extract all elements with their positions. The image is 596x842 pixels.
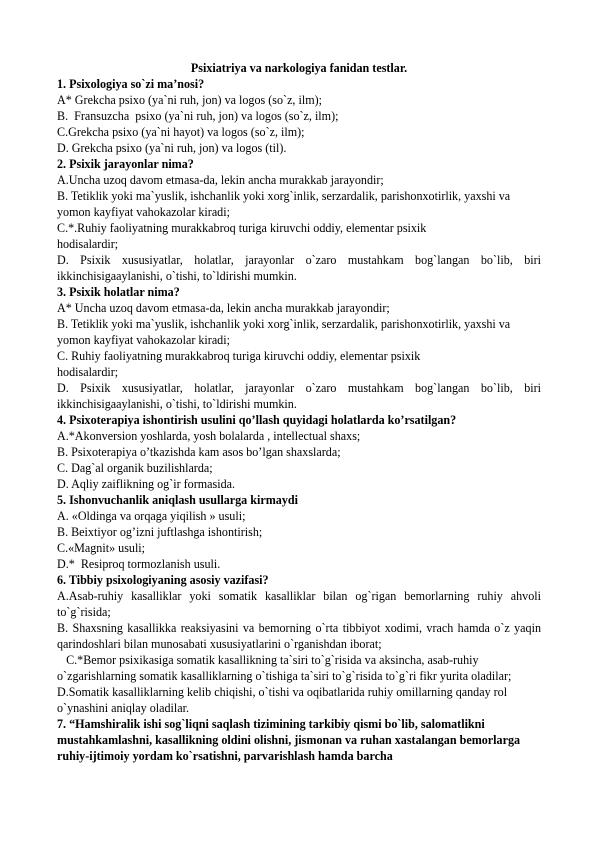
q1-option-d: D. Grekcha psixo (ya`ni ruh, jon) va logos (til). [57, 141, 287, 155]
q5-option-b: B. Beixtiyor og’izni juftlashga ishontirish; [57, 525, 263, 539]
q6-option-d: D.Somatik kasalliklarning kelib chiqishi, o`tishi va oqibatlarida ruhiy omillarning qanday rol o`ynashini aniqlay oladilar. [57, 685, 508, 715]
q2-option-d: D. Psixik xususiyatlar, holatlar, jarayonlar o`zaro mustahkam bog`langan bo`lib, biri ikkinchisigaaylanishi, o`tishi, to`ldirishi mumkin. [57, 253, 541, 283]
question-1: 1. Psixologiya so`zi ma’nosi? [57, 77, 205, 91]
q5-option-c: C.«Magnit» usuli; [57, 541, 146, 555]
q3-option-a: A* Uncha uzoq davom etmasa-da, lekin ancha murakkab jarayondir; [57, 301, 390, 315]
q1-option-a: A* Grekcha psixo (ya`ni ruh, jon) va logos (so`z, ilm); [57, 93, 322, 107]
q2-option-b: B. Tetiklik yoki ma`yuslik, ishchanlik yoki xorg`inlik, serzardalik, parishonxotirlik, yaxshi va yomon kayfiyat vahokazolar kiradi; [57, 189, 511, 219]
q2-option-c: C.*.Ruhiy faoliyatning murakkabroq turiga kiruvchi oddiy, elementar psixik hodisalardir; [57, 221, 427, 251]
q3-option-d: D. Psixik xususiyatlar, holatlar, jarayonlar o`zaro mustahkam bog`langan bo`lib, biri ikkinchisigaaylanishi, o`tishi, to`ldirishi mumkin. [57, 381, 541, 411]
q4-option-c: C. Dag`al organik buzilishlarda; [57, 461, 213, 475]
question-5: 5. Ishonvuchanlik aniqlash usullarga kirmaydi [57, 493, 298, 507]
question-6: 6. Tibbiy psixologiyaning asosiy vazifasi? [57, 573, 269, 587]
question-4: 4. Psixoterapiya ishontirish usulini qo’llash quyidagi holatlarda ko’rsatilgan? [57, 413, 457, 427]
question-7: 7. “Hamshiralik ishi sog`liqni saqlash tizimining tarkibiy qismi bo`lib, salomatlikni mustahkamlashni, kasallikning oldini olishni, jismonan va ruhan xastalangan bemorlarga ruhiy-ijtimoiy yordam ko`rsatishni, parvarishlash hamda barcha [57, 717, 521, 763]
question-3: 3. Psixik holatlar nima? [57, 285, 180, 299]
q3-option-b: B. Tetiklik yoki ma`yuslik, ishchanlik yoki xorg`inlik, serzardalik, parishonxotirlik, yaxshi va yomon kayfiyat vahokazolar kiradi; [57, 317, 511, 347]
q1-option-c: C.Grekcha psixo (ya`ni hayot) va logos (so`z, ilm); [57, 125, 305, 139]
q4-option-a: A.*Akonversion yoshlarda, yosh bolalarda , intellectual shaxs; [57, 429, 361, 443]
q2-option-a: A.Uncha uzoq davom etmasa-da, lekin ancha murakkab jarayondir; [57, 173, 384, 187]
page-title: Psixiatriya va narkologiya fanidan testlar. [190, 61, 408, 75]
q5-option-d: D.* Resiproq tormozlanish usuli. [57, 557, 221, 571]
q1-option-b: B. Fransuzcha psixo (ya`ni ruh, jon) va logos (so`z, ilm); [57, 109, 339, 123]
q6-option-a: A.Asab-ruhiy kasalliklar yoki somatik kasalliklar bilan og`rigan bemorlarning ruhiy ahvoli to`g`risida; [57, 589, 541, 619]
q5-option-a: A. «Oldinga va orqaga yiqilish » usuli; [57, 509, 246, 523]
q4-option-d: D. Aqliy zaiflikning og`ir formasida. [57, 477, 236, 491]
question-2: 2. Psixik jarayonlar nima? [57, 157, 194, 171]
document-body [57, 60, 541, 764]
q6-option-b: B. Shaxsning kasallikka reaksiyasini va bemorning o`rta tibbiyot xodimi, vrach hamda o`z yaqin qarindoshlari bilan munosabati xususiyatlarini o`rganishdan iborat; [57, 621, 541, 651]
q3-option-c: C. Ruhiy faoliyatning murakkabroq turiga kiruvchi oddiy, elementar psixik hodisalardir; [57, 349, 421, 379]
q4-option-b: B. Psixoterapiya o’tkazishda kam asos bo’lgan shaxslarda; [57, 445, 341, 459]
q6-option-c: C.*Bemor psixikasiga somatik kasallikning ta`siri to`g`risida va aksincha, asab-ruhiy o`zgarishlarning somatik kasalliklarning o`tishiga ta`siri to`g`risida to`g`ri fikr yurita oladilar; [57, 653, 512, 683]
